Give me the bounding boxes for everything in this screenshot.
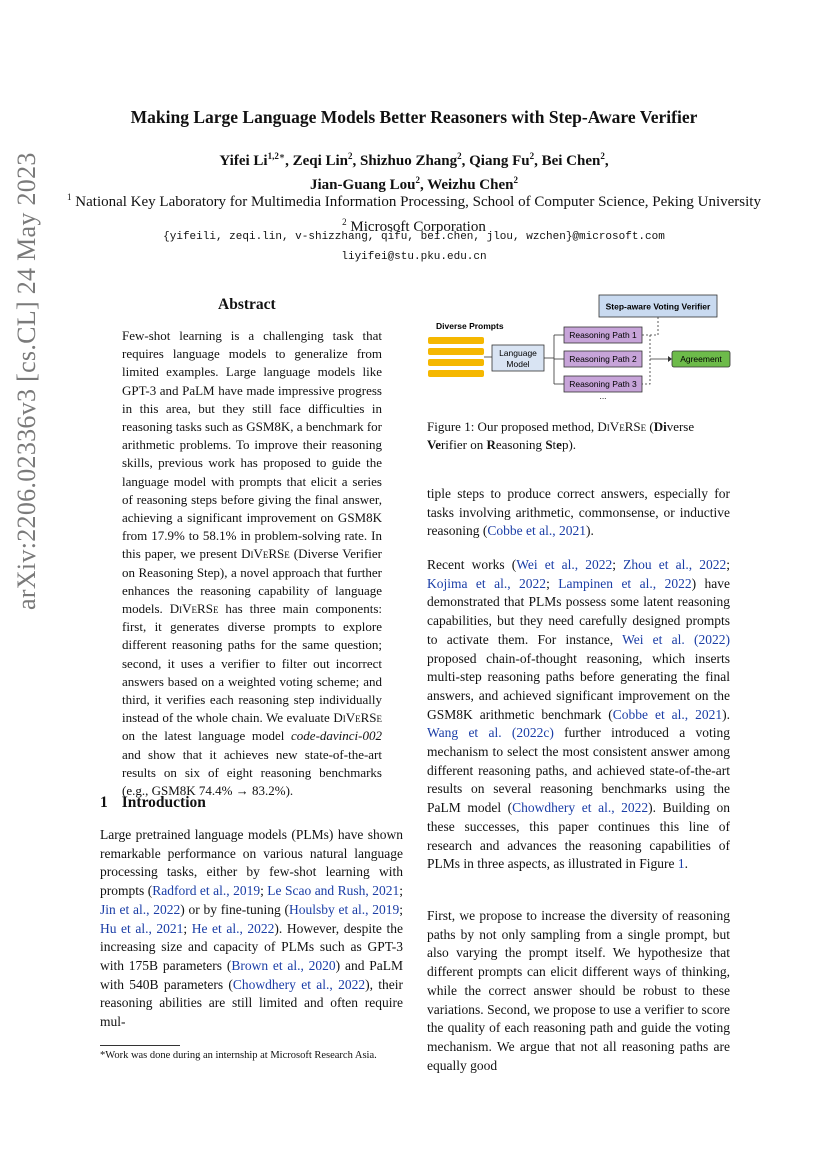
citation-link[interactable]: Radford et al., 2019 <box>152 883 261 899</box>
author: Weizhu Chen <box>427 177 514 193</box>
author: Jian-Guang Lou <box>310 177 416 193</box>
citation-link[interactable]: He et al., 2022 <box>191 920 275 936</box>
reasoning-path-3-label: Reasoning Path 3 <box>569 379 637 389</box>
author: Zeqi Lin <box>292 153 348 169</box>
citation-link[interactable]: Cobbe et al., 2021 <box>612 706 723 722</box>
author-list: Yifei $Li^{1,2∗}$, Zeqi Lin$^2$, Shizhuo Zhang$^2$, Qiang Fu$^2$, Bei Chen$^2$, Jian-Guang Lou$^2$, Weizhu Chen$^2$ <box>219 151 609 193</box>
lm-label-2: Model <box>506 359 530 369</box>
intro-paragraph: Large pretrained language models (PLMs) have shown remarkable performance on various natural language processing tasks, either by few-shot learning with prompts (Radford et al., 2019; Le Scao and Rush, 2021; Jin et al., 2022) or by fine-tuning (Houlsby et al., 2019; Hu et al., 2021; He et al., 2022). However, despite the increasing size and capacity of PLMs such as GPT-3 with 175B parameters (Brown et al., 2020) and PaLM with 540B parameters (Chowdhery et al., 2022), their reasoning abilities are still limited and often require mul- <box>100 827 404 1030</box>
arxiv-identifier: arXiv:2206.02336v3 [cs.CL] 24 May 2023 <box>12 152 41 610</box>
arrowhead <box>668 356 672 362</box>
reasoning-path-1-label: Reasoning Path 1 <box>569 330 637 340</box>
citation-link[interactable]: Houlsby et al., 2019 <box>288 901 400 917</box>
email-line-2: liyifei@stu.pku.edu.cn <box>341 251 487 263</box>
affiliations: $^1$ National Key Laboratory for Multimedia Information Processing, School of Computer Science, Peking University $^2$ Microsoft Corporation <box>67 192 761 235</box>
citation-link[interactable]: Wei et al., 2022 <box>516 557 613 572</box>
author: Shizhuo Zhang <box>360 153 458 169</box>
citation-link[interactable]: Zhou et al., 2022 <box>623 557 727 572</box>
citation-link[interactable]: Kojima et al., 2022 <box>427 575 547 591</box>
abstract-body: Few-shot learning is a challenging task that requires language models to generalize from limited examples. Large language models like GPT-3 and PaLM have made impressive progress in this area, but they still face difficulties in reasoning tasks such as GSM8K, a benchmark for arithmetic problems. To improve their reasoning skills, previous work has proposed to guide the language model with prompts that elicit a series of reasoning steps before giving the final answer, achieving a significant improvement on GSM8K from 17.9% to 58.1% in problem-solving rate. In this paper, we present DiVeRSe (Diverse Verifier on Reasoning Step), a novel approach that further enhances the reasoning capability of language models. DiVeRSe has three main components: first, it generates diverse prompts to explore different reasoning paths for the same question; second, it uses a verifier to filter out incorrect answers based on a weighted voting scheme; and third, it verifies each reasoning step individually instead of the whole chain. We evaluate DiVeRSe on the latest language model code-davinci-002 and show that it achieves new state-of-the-art results on six of eight reasoning benchmarks (e.g., GSM8K 74.4% → 83.2%). <box>122 328 382 799</box>
citation-link[interactable]: Chowdhery et al., 2022 <box>232 976 366 992</box>
email-line-1: {yifeili, zeqi.lin, v-shizzhang, qifu, bei.chen, jlou, wzchen}@microsoft.com <box>163 231 665 243</box>
paragraph-continuation: tiple steps to produce correct answers, especially for tasks involving arithmetic, commonsense, or inductive reasoning (Cobbe et al., 2021). <box>427 486 730 539</box>
affiliation-2: Microsoft Corporation <box>350 219 486 235</box>
figure-caption: Figure 1: Our proposed method, DiVeRSe (Diverse Verifier on Reasoning Step). <box>427 419 695 452</box>
author: Qiang Fu <box>469 153 530 169</box>
citation-link[interactable]: Wei et al. (2022) <box>622 631 730 647</box>
affiliation-1: National Key Laboratory for Multimedia Information Processing, School of Computer Science, Peking University <box>75 194 761 210</box>
citation-link[interactable]: Brown et al., 2020 <box>231 957 336 973</box>
section-heading: 1 Introduction <box>100 794 206 811</box>
prompt-bar <box>428 359 484 366</box>
figure-1-diagram <box>422 293 734 403</box>
verifier-label: Step-aware Voting Verifier <box>605 301 711 312</box>
citation-link[interactable]: Chowdhery et al., 2022 <box>512 800 649 816</box>
footnote: *Work was done during an internship at Microsoft Research Asia. <box>100 1050 377 1061</box>
prompt-bar <box>428 370 484 377</box>
citation-link[interactable]: Cobbe et al., 2021 <box>487 523 586 539</box>
paper-title: Making Large Language Models Better Reasoners with Step-Aware Verifier <box>130 107 698 127</box>
reasoning-path-2-label: Reasoning Path 2 <box>569 354 637 364</box>
lm-label-1: Language <box>499 348 537 358</box>
paragraph-first-second: First, we propose to increase the diversity of reasoning paths by not only sampling from a single prompt, but also varying the prompt itself. We hypothesize that different prompts can elicit different ways of thinking, while the correct answer should be robust to these variations. Second, we propose to use a verifier to score the quality of each reasoning path and guide the voting mechanism. We argue that not all reasoning paths are equally good <box>427 908 730 1073</box>
prompt-bar <box>428 337 484 344</box>
paragraph-recent-works: Recent works (Wei et al., 2022; Zhou et al., 2022; Kojima et al., 2022; Lampinen et al., 2022) have demonstrated that PLMs possess some latent reasoning capabilities, but they need carefully designed prompts to activate them. For instance, Wei et al. (2022) proposed chain-of-thought reasoning, which inserts multi-step reasoning paths before generating the final answers, and achieved significant improvement on the GSM8K arithmetic benchmark (Cobbe et al., 2021). Wang et al. (2022c) further introduced a voting mechanism to select the most consistent answer among different reasoning paths, and achieved state-of-the-art results on several reasoning benchmarks using the PaLM model (Chowdhery et al., 2022). Building on these successes, this paper continues this line of research and advances the reasoning capabilities of PLMs in three aspects, as illustrated in Figure 1. <box>427 557 731 872</box>
prompt-bar <box>428 348 484 355</box>
author: Yifei Li <box>219 153 268 169</box>
prompts-title-text: Diverse Prompts <box>436 321 504 331</box>
citation-link[interactable]: Jin et al., 2022 <box>100 901 181 917</box>
prompts-title <box>436 321 504 331</box>
agreement-label: Agreement <box>680 354 722 364</box>
ellipsis: ... <box>599 391 607 401</box>
footnote-divider <box>100 1045 180 1046</box>
abstract-heading: Abstract <box>218 296 276 313</box>
citation-link[interactable]: Hu et al., 2021 <box>100 920 184 936</box>
citation-link[interactable]: Le Scao and Rush, 2021 <box>267 883 400 899</box>
author: Bei Chen <box>541 153 601 169</box>
verifier-bracket <box>642 335 650 384</box>
citation-link[interactable]: Lampinen et al., 2022 <box>558 575 692 591</box>
figure-link[interactable]: 1 <box>677 856 685 872</box>
citation-link[interactable]: Wang et al. (2022c) <box>427 725 554 741</box>
